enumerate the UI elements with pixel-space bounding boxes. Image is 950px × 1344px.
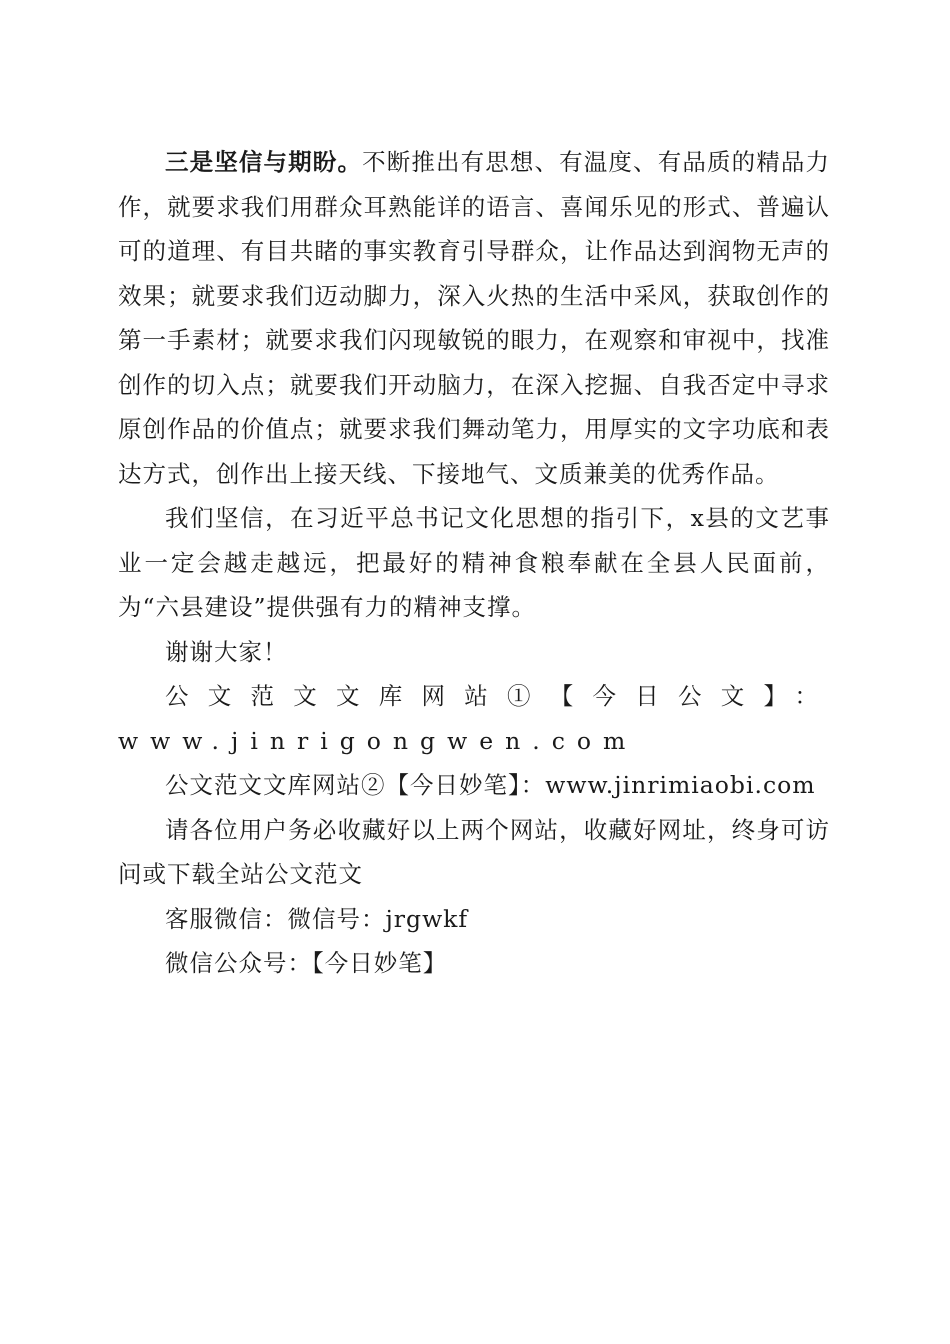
paragraph-website-2: 公文范文文库网站②【今日妙笔】：www.jinrimiaobi.com [165,771,816,799]
paragraph-wechat-account: 微信公众号：【今日妙笔】 [165,949,448,977]
paragraph-conclusion: 我们坚信，在习近平总书记文化思想的指引下，x县的文艺事业一定会越走越远，把最好的精神食粮奉献在全县人民面前，为“六县建设”提供强有力的精神支撑。 [118,504,830,621]
paragraph-website-1: 公文范文文库网站①【今日公文】：www.jinrigongwen.com [118,682,830,755]
paragraph-heading: 三是坚信与期盼。 [165,148,363,176]
document-page [118,140,830,986]
paragraph-belief [118,140,830,496]
paragraph-thanks: 谢谢大家！ [165,637,288,666]
paragraph-wechat-service: 客服微信：微信号：jrgwkf [165,904,469,933]
paragraph-bookmark-notice: 请各位用户务必收藏好以上两个网站，收藏好网址，终身可访问或下载全站公文范文 [118,815,830,888]
paragraph-body: 不断推出有思想、有温度、有品质的精品力作，就要求我们用群众耳熟能详的语言、喜闻乐见的形式、普遍认可的道理、有目共睹的事实教育引导群众，让作品达到润物无声的效果；就要求我们迈动脚力，深入火热的生活中采风，获取创作的第一手素材；就要求我们闪现敏锐的眼力，在观察和审视中，找准创作的切入点；就要我们开动脑力，在深入挖掘、自我否定中寻求原创作品的价值点；就要求我们舞动笔力，用厚实的文字功底和表达方式，创作出上接天线、下接地气、文质兼美的优秀作品。 [118,148,831,488]
